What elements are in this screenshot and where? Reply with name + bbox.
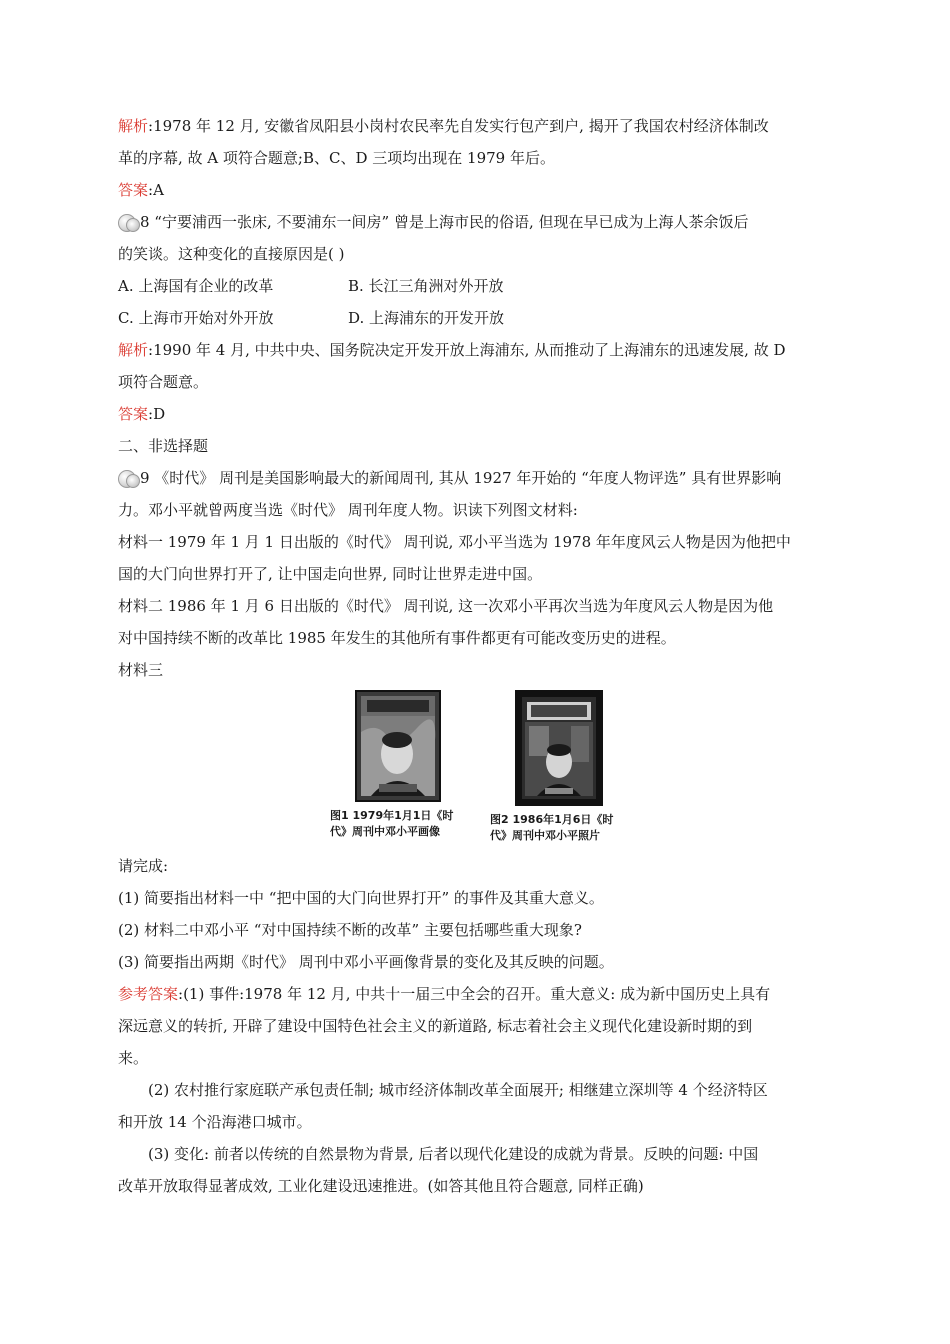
option-c: C. 上海市开始对外开放 <box>118 309 274 327</box>
difficulty-dots-icon <box>118 468 138 486</box>
q8-analysis-line-2: 项符合题意。 <box>118 373 209 391</box>
q8-analysis-line-1 <box>118 334 840 366</box>
answer-label: 答案 <box>118 181 149 199</box>
analysis-label: 解析 <box>118 341 149 359</box>
material-3-label: 材料三 <box>118 661 164 679</box>
time-cover-1986-image <box>515 690 603 806</box>
reference-answer-label: 参考答案 <box>118 985 179 1003</box>
analysis-label: 解析 <box>118 117 149 135</box>
document-page <box>118 110 840 1202</box>
figure-2-caption <box>490 812 613 844</box>
material-2-line-1: 材料二 1986 年 1 月 6 日出版的《时代》 周刊说, 这一次邓小平再次当选为年度风云人物是因为他 <box>118 597 774 615</box>
q8-options-row-2 <box>118 302 840 334</box>
caption-line: 代》周刊中邓小平照片 <box>490 829 600 842</box>
difficulty-dots-icon <box>118 212 138 230</box>
sub-question-1: (1) 简要指出材料一中 “把中国的大门向世界打开” 的事件及其重大意义。 <box>118 889 604 907</box>
option-a: A. 上海国有企业的改革 <box>118 277 274 295</box>
analysis-text: :1978 年 12 月, 安徽省凤阳县小岗村农民率先自发实行包产到户, 揭开了我国农村经济体制改 <box>148 117 769 135</box>
figure-2 <box>490 690 613 844</box>
q7-analysis-line-2: 革的序幕, 故 A 项符合题意;B、C、D 三项均出现在 1979 年后。 <box>118 149 555 167</box>
figures <box>118 690 840 850</box>
material-1-line-1: 材料一 1979 年 1 月 1 日出版的《时代》 周刊说, 邓小平当选为 1978 年年度风云人物是因为他把中 <box>118 533 791 551</box>
option-d: D. 上海浦东的开发开放 <box>348 309 505 327</box>
analysis-text: :1990 年 4 月, 中共中央、国务院决定开发开放上海浦东, 从而推动了上海浦东的迅速发展, 故 D <box>148 341 786 359</box>
reference-answer-line-3: 来。 <box>118 1049 149 1067</box>
q7-answer <box>118 174 840 206</box>
reference-answer-3-line-1: (3) 变化: 前者以传统的自然景物为背景, 后者以现代化建设的成就为背景。反映的问题: 中国 <box>148 1145 759 1163</box>
figure-1 <box>330 690 453 840</box>
caption-line: 图1 1979年1月1日《时 <box>330 809 454 822</box>
answer-text: :D <box>148 405 166 423</box>
q9-stem-line-1 <box>118 462 840 494</box>
instruction: 请完成: <box>118 857 169 875</box>
reference-answer-3-line-2: 改革开放取得显著成效, 工业化建设迅速推进。(如答其他且符合题意, 同样正确) <box>118 1177 644 1195</box>
q7-analysis-line-1 <box>118 110 840 142</box>
answer-label: 答案 <box>118 405 149 423</box>
time-cover-1979-image <box>355 690 441 802</box>
q8-stem-line-1 <box>118 206 840 238</box>
q8-stem-line-2: 的笑谈。这种变化的直接原因是( ) <box>118 245 345 263</box>
reference-answer-text: :(1) 事件:1978 年 12 月, 中共十一届三中全会的召开。重大意义: 成为新中国历史上具有 <box>178 985 771 1003</box>
option-b: B. 长江三角洲对外开放 <box>348 277 504 295</box>
q8-stem-text: 8 “宁要浦西一张床, 不要浦东一间房” 曾是上海市民的俗语, 但现在早已成为上海人茶余饭后 <box>140 213 749 231</box>
answer-text: :A <box>148 181 164 199</box>
section-title: 二、非选择题 <box>118 437 209 455</box>
q9-stem-text: 9 《时代》 周刊是美国影响最大的新闻周刊, 其从 1927 年开始的 “年度人物评选” 具有世界影响 <box>140 469 782 487</box>
material-2-line-2: 对中国持续不断的改革比 1985 年发生的其他所有事件都更有可能改变历史的进程。 <box>118 629 676 647</box>
sub-question-2: (2) 材料二中邓小平 “对中国持续不断的改革” 主要包括哪些重大现象? <box>118 921 582 939</box>
reference-answer-line-2: 深远意义的转折, 开辟了建设中国特色社会主义的新道路, 标志着社会主义现代化建设新时期的到 <box>118 1017 753 1035</box>
reference-answer-2-line-1: (2) 农村推行家庭联产承包责任制; 城市经济体制改革全面展开; 相继建立深圳等 4 个经济特区 <box>148 1081 768 1099</box>
q9-stem-line-2: 力。邓小平就曾两度当选《时代》 周刊年度人物。识读下列图文材料: <box>118 501 578 519</box>
q8-options-row-1 <box>118 270 840 302</box>
caption-line: 代》周刊中邓小平画像 <box>330 825 440 838</box>
reference-answer-2-line-2: 和开放 14 个沿海港口城市。 <box>118 1113 312 1131</box>
sub-question-3: (3) 简要指出两期《时代》 周刊中邓小平画像背景的变化及其反映的问题。 <box>118 953 614 971</box>
caption-line: 图2 1986年1月6日《时 <box>490 813 614 826</box>
figure-1-caption <box>330 808 453 840</box>
material-1-line-2: 国的大门向世界打开了, 让中国走向世界, 同时让世界走进中国。 <box>118 565 543 583</box>
reference-answer-line-1 <box>118 978 840 1010</box>
q8-answer <box>118 398 840 430</box>
